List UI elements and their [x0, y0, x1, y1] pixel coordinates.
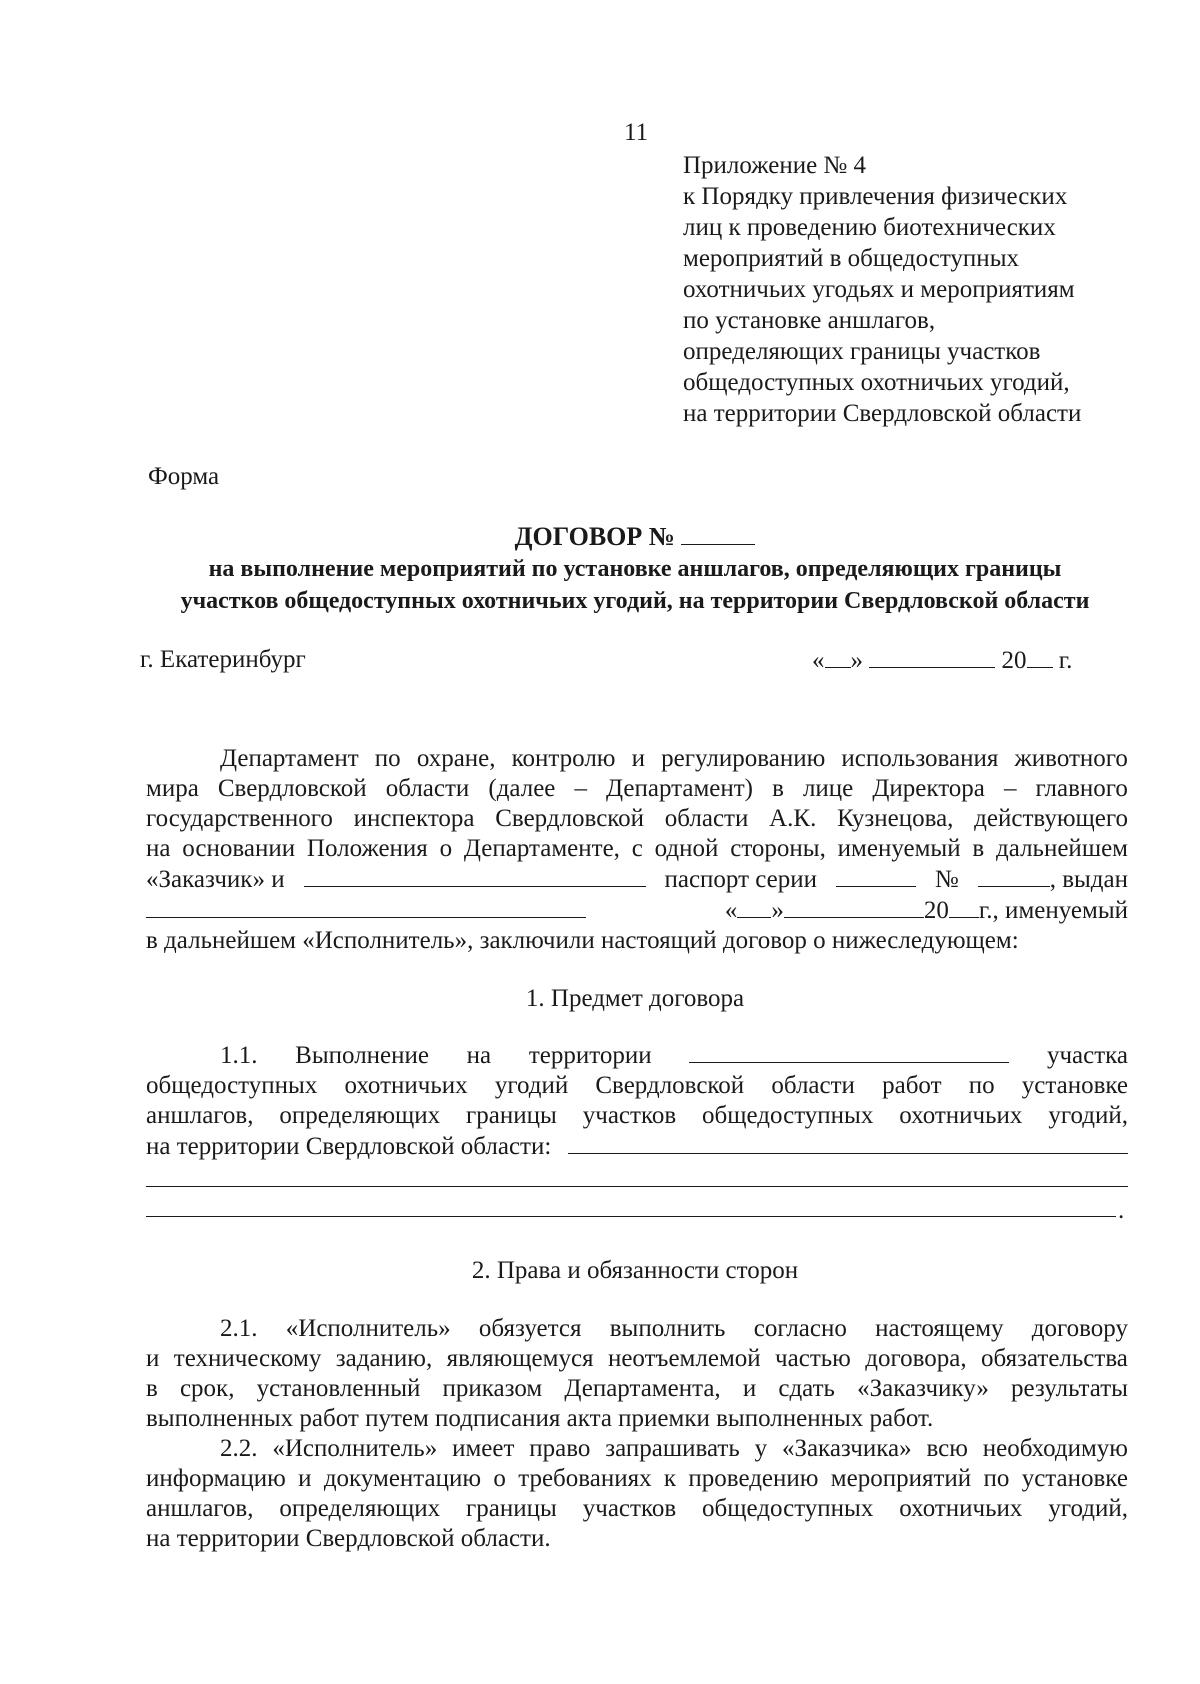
section2-paragraph-2: [146, 1434, 1128, 1554]
word: обязательства: [980, 1345, 1128, 1372]
word: государственного: [146, 805, 333, 832]
word: у: [754, 1435, 768, 1462]
preamble-line: «Заказчик» и паспорт серии № , выдан: [146, 866, 1128, 893]
word: и: [742, 1375, 757, 1402]
contract-place: г. Екатеринбург: [140, 646, 306, 673]
appendix-line: лиц к проведению биотехнических: [683, 214, 1056, 241]
word: регулированию: [661, 745, 826, 772]
paragraph-line: на территории Свердловской области:: [146, 1131, 1128, 1162]
paragraph-line: [146, 1494, 1128, 1524]
contract-subtitle-line: участков общедоступных охотничьих угодий, на территории Свердловской области: [180, 588, 1090, 614]
word: информацию: [146, 1465, 286, 1492]
passport-issuer-blank: [146, 895, 586, 918]
word: –: [574, 775, 587, 802]
word: главного: [1035, 775, 1128, 802]
issue-day-blank: [737, 895, 771, 918]
word: мероприятий: [830, 1465, 972, 1492]
word: требованиях: [518, 1465, 652, 1492]
word: Кузнецова,: [837, 805, 954, 832]
paragraph-line: [146, 1344, 1128, 1374]
word: мира: [146, 775, 199, 802]
word: –: [1003, 775, 1017, 802]
word: в: [146, 1375, 158, 1402]
word: общедоступных: [702, 1495, 874, 1522]
form-label: Форма: [148, 463, 220, 490]
appendix-line: Приложение № 4: [683, 152, 867, 179]
works-description-blank: [568, 1131, 1128, 1154]
word: результаты: [1010, 1375, 1128, 1402]
word: по: [374, 745, 401, 772]
preamble: [146, 744, 1128, 956]
paragraph-line: [146, 1464, 1128, 1494]
page-number: 11: [624, 119, 649, 146]
preamble-line: [146, 834, 1128, 864]
paragraph-line: [146, 1101, 1128, 1131]
word: лице: [802, 775, 854, 802]
word: 2.1.: [220, 1315, 258, 1342]
paragraph-line: [146, 1314, 1128, 1344]
word: 2.2.: [220, 1435, 258, 1462]
word: охотничьих: [344, 1072, 468, 1099]
word: «Заказчика»: [781, 1435, 912, 1462]
word: техническому: [173, 1345, 322, 1372]
word: угодий,: [1048, 1495, 1128, 1522]
word: неотъемлемой: [607, 1345, 761, 1372]
word: на: [146, 835, 171, 862]
word: являющемуся: [446, 1345, 594, 1372]
word: в: [972, 835, 985, 862]
word: Положения: [306, 835, 428, 862]
section2-paragraph-1: [146, 1314, 1128, 1434]
section1-paragraph: [146, 1040, 1128, 1162]
word: о: [493, 1465, 506, 1492]
word: и: [146, 1345, 160, 1372]
word: дальнейшем: [996, 835, 1128, 862]
preamble-line: [146, 804, 1128, 834]
issue-year-blank: [949, 895, 979, 918]
word: общедоступных: [146, 1072, 318, 1099]
paragraph-line: [146, 1434, 1128, 1464]
contract-date: [812, 645, 1072, 676]
word: установке: [1021, 1072, 1128, 1099]
appendix-line: к Порядку привлечения физических: [683, 183, 1068, 210]
contract-subtitle-line: на выполнение мероприятий по установке аншлагов, определяющих границы: [208, 556, 1062, 582]
word: Департамент: [220, 745, 359, 772]
word: всю: [926, 1435, 968, 1462]
word: запрашивать: [605, 1435, 740, 1462]
word: и: [631, 745, 646, 772]
word: по: [968, 1072, 995, 1099]
word: области: [664, 805, 749, 832]
executor-name-blank: [304, 864, 646, 887]
word: установке: [1021, 1465, 1128, 1492]
word: по: [983, 1465, 1010, 1492]
word: работ: [882, 1072, 942, 1099]
word: охотничьих: [899, 1102, 1023, 1129]
word: Свердловской: [495, 805, 645, 832]
word: «Исполнитель»: [272, 1435, 438, 1462]
word: имеет: [452, 1435, 515, 1462]
paragraph-line: 1.1. Выполнение на территории участка: [220, 1042, 1128, 1069]
word: и: [298, 1465, 312, 1492]
appendix-line: определяющих границы участков: [683, 338, 1041, 365]
word: проведению: [688, 1465, 819, 1492]
preamble-line: [146, 744, 1128, 774]
preamble-line: [146, 774, 1128, 804]
word: «Заказчику»: [857, 1375, 989, 1402]
word: согласно: [753, 1315, 847, 1342]
word: действующего: [974, 805, 1128, 832]
word: угодий,: [1048, 1102, 1128, 1129]
appendix-line: на территории Свердловской области: [683, 400, 1082, 427]
word: заданию,: [335, 1345, 433, 1372]
word: договора,: [865, 1345, 967, 1372]
word: Департамента,: [564, 1375, 721, 1402]
word: определяющих: [279, 1495, 441, 1522]
date-quote-close: »: [850, 647, 863, 674]
word: обязуется: [478, 1315, 582, 1342]
word: контролю: [511, 745, 616, 772]
appendix-line: по установке аншлагов,: [683, 307, 936, 334]
word: А.К.: [769, 805, 817, 832]
word: необходимую: [982, 1435, 1128, 1462]
preamble-line: « » 20 г., именуемый: [146, 895, 1128, 926]
word: инспектора: [353, 805, 475, 832]
word: общедоступных: [702, 1102, 874, 1129]
word: право: [529, 1435, 591, 1462]
word: Директора: [872, 775, 985, 802]
word: о: [439, 835, 453, 862]
appendix-line: охотничьих угодьях и мероприятиям: [683, 276, 1075, 303]
appendix-line: мероприятий в общедоступных: [683, 245, 1019, 272]
word: сдать: [778, 1375, 835, 1402]
word: использования: [841, 745, 999, 772]
word: (далее: [488, 775, 556, 802]
date-year-suffix: г.: [1058, 647, 1073, 674]
word: одной: [654, 835, 719, 862]
word: Департамент): [606, 775, 754, 802]
word: приказом: [442, 1375, 543, 1402]
territory-blank: [689, 1040, 1009, 1063]
paragraph-line: [146, 1374, 1128, 1404]
word: «Исполнитель»: [285, 1315, 451, 1342]
word: охране,: [416, 745, 496, 772]
contract-title: [140, 522, 1130, 552]
word: участков: [582, 1495, 677, 1522]
preamble-line: в дальнейшем «Исполнитель», заключили настоящий договор о нижеследующем:: [146, 927, 1019, 954]
word: именуемый: [837, 835, 961, 862]
word: Свердловской: [217, 775, 367, 802]
appendix-line: общедоступных охотничьих угодий,: [683, 369, 1070, 396]
date-month-blank: [869, 645, 995, 668]
word: срок,: [179, 1375, 235, 1402]
word: настоящему: [875, 1315, 1004, 1342]
date-quote-open: «: [812, 647, 825, 674]
word: определяющих: [279, 1102, 441, 1129]
word: к: [663, 1465, 677, 1492]
word: участков: [582, 1102, 677, 1129]
word: границы: [466, 1102, 557, 1129]
passport-series-blank: [836, 864, 916, 887]
word: с: [631, 835, 643, 862]
passport-number-blank: [978, 864, 1050, 887]
word: аншлагов,: [146, 1102, 254, 1129]
paragraph-line: выполненных работ путем подписания акта приемки выполненных работ.: [146, 1405, 934, 1432]
word: животного: [1014, 745, 1128, 772]
word: аншлагов,: [146, 1495, 254, 1522]
section-heading: 1. Предмет договора: [525, 985, 745, 1012]
word: Свердловской: [595, 1072, 745, 1099]
word: частью: [775, 1345, 851, 1372]
word: области: [385, 775, 470, 802]
word: документацию: [323, 1465, 482, 1492]
works-description-line: [146, 1186, 1128, 1187]
paragraph-line: на территории Свердловской области.: [146, 1525, 551, 1552]
word: охотничьих: [899, 1495, 1023, 1522]
date-year-prefix: 20: [1001, 647, 1027, 674]
word: выполнить: [609, 1315, 726, 1342]
word: области: [771, 1072, 855, 1099]
word: границы: [466, 1495, 557, 1522]
word: основании: [182, 835, 296, 862]
paragraph-end-dot: .: [1118, 1197, 1125, 1224]
word: в: [772, 775, 784, 802]
word: договору: [1031, 1315, 1128, 1342]
paragraph-line: [146, 1071, 1128, 1101]
appendix-reference: [683, 150, 1123, 429]
word: установленный: [256, 1375, 421, 1402]
word: угодий: [494, 1072, 569, 1099]
date-year-blank: [1027, 645, 1053, 668]
section-heading: 2. Права и обязанности сторон: [471, 1257, 799, 1284]
works-description-line: [146, 1216, 1116, 1217]
contract-number-blank: [681, 522, 755, 545]
word: Департаменте,: [463, 835, 620, 862]
contract-title-text: ДОГОВОР №: [514, 522, 675, 551]
word: стороны,: [730, 835, 826, 862]
issue-month-blank: [784, 895, 924, 918]
date-day-blank: [825, 645, 851, 668]
